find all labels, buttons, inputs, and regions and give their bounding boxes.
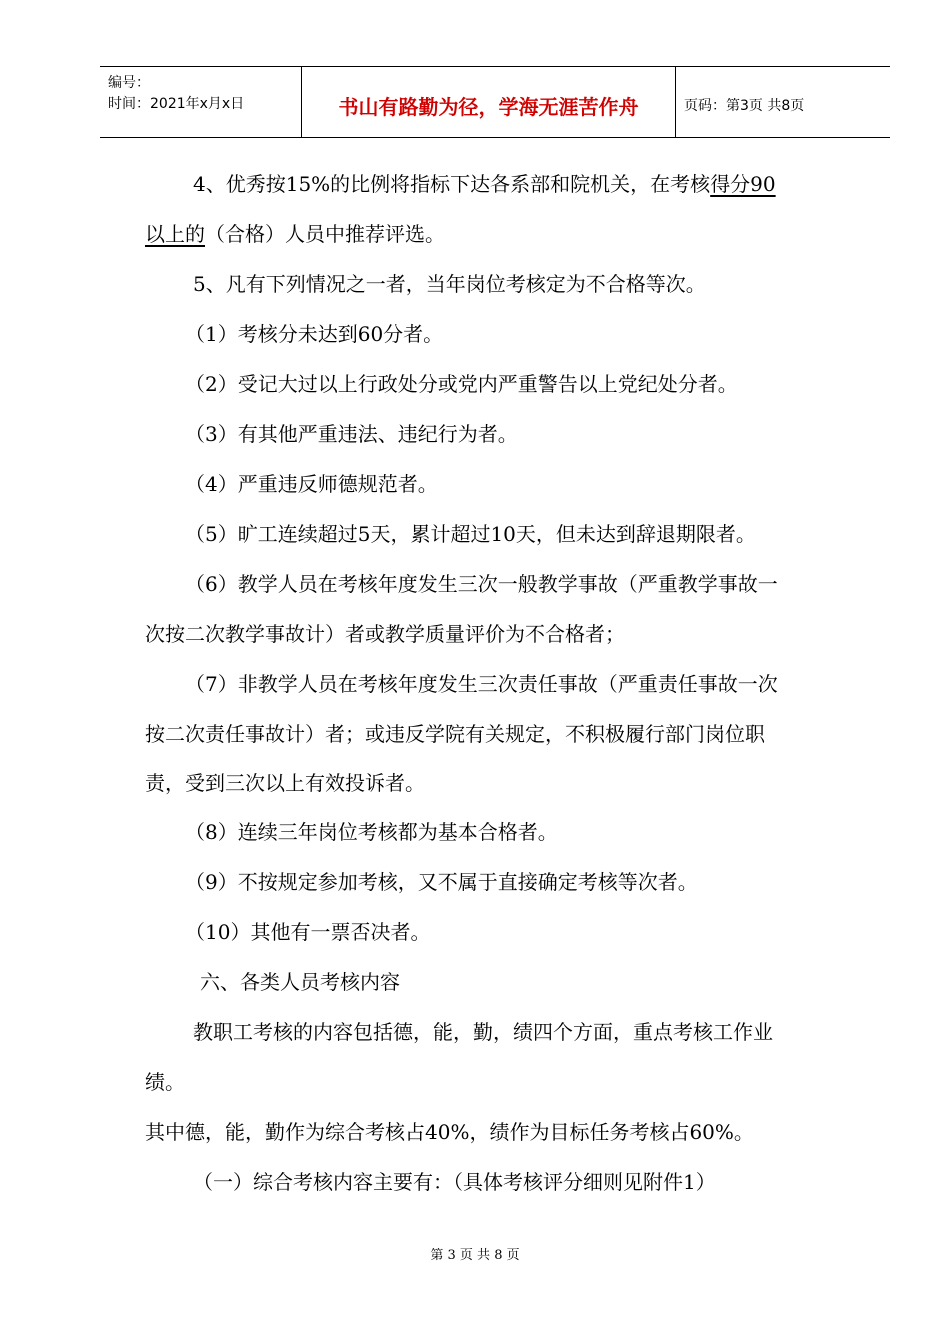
- condition-6-line-2: 次按二次教学事故计）者或教学质量评价为不合格者；: [145, 622, 625, 646]
- time-label: 时间：2021年x月x日: [108, 96, 245, 112]
- paragraph-5: 5、凡有下列情况之一者，当年岗位考核定为不合格等次。: [193, 272, 706, 296]
- condition-1: （1）考核分未达到60分者。: [185, 322, 444, 346]
- page-info: 页码：第3页 共8页: [684, 98, 805, 114]
- condition-9: （9）不按规定参加考核，又不属于直接确定考核等次者。: [185, 870, 698, 894]
- underlined-text: 得分90: [710, 172, 776, 196]
- header-page-cell: [676, 67, 890, 137]
- header-meta-cell: [100, 67, 302, 137]
- section-6-paragraph-1-line-2: 绩。: [145, 1070, 185, 1094]
- section-6-paragraph-3: （一）综合考核内容主要有：（具体考核评分细则见附件1）: [193, 1170, 716, 1194]
- page-header: [100, 66, 890, 138]
- condition-7-line-3: 责，受到三次以上有效投诉者。: [145, 771, 425, 795]
- paragraph-4-line-1: [193, 170, 776, 198]
- number-label: 编号：: [108, 75, 150, 91]
- condition-2: （2）受记大过以上行政处分或党内严重警告以上党纪处分者。: [185, 372, 738, 396]
- condition-6-line-1: （6）教学人员在考核年度发生三次一般教学事故（严重教学事故一: [185, 572, 778, 596]
- condition-4: （4）严重违反师德规范者。: [185, 472, 438, 496]
- section-6-heading: 六、各类人员考核内容: [200, 970, 400, 994]
- condition-3: （3）有其他严重违法、违纪行为者。: [185, 422, 518, 446]
- section-6-paragraph-1-line-1: 教职工考核的内容包括德，能，勤，绩四个方面，重点考核工作业: [193, 1020, 773, 1044]
- section-6-paragraph-2: 其中德，能，勤作为综合考核占40%，绩作为目标任务考核占60%。: [145, 1120, 754, 1144]
- condition-5: （5）旷工连续超过5天，累计超过10天，但未达到辞退期限者。: [185, 522, 756, 546]
- paragraph-4-line-2: [145, 220, 445, 248]
- underlined-text: 以上的: [145, 222, 205, 246]
- motto: 书山有路勤为径，学海无涯苦作舟: [338, 94, 639, 119]
- header-motto-cell: [302, 67, 676, 137]
- condition-8: （8）连续三年岗位考核都为基本合格者。: [185, 820, 558, 844]
- condition-7-line-1: （7）非教学人员在考核年度发生三次责任事故（严重责任事故一次: [185, 672, 778, 696]
- text: （合格）人员中推荐评选。: [205, 222, 445, 246]
- condition-10: （10）其他有一票否决者。: [185, 920, 431, 944]
- condition-7-line-2: 按二次责任事故计）者；或违反学院有关规定，不积极履行部门岗位职: [145, 722, 765, 746]
- text: 4、优秀按15%的比例将指标下达各系部和院机关，在考核: [193, 172, 711, 196]
- page-footer: 第 3 页 共 8 页: [430, 1248, 520, 1263]
